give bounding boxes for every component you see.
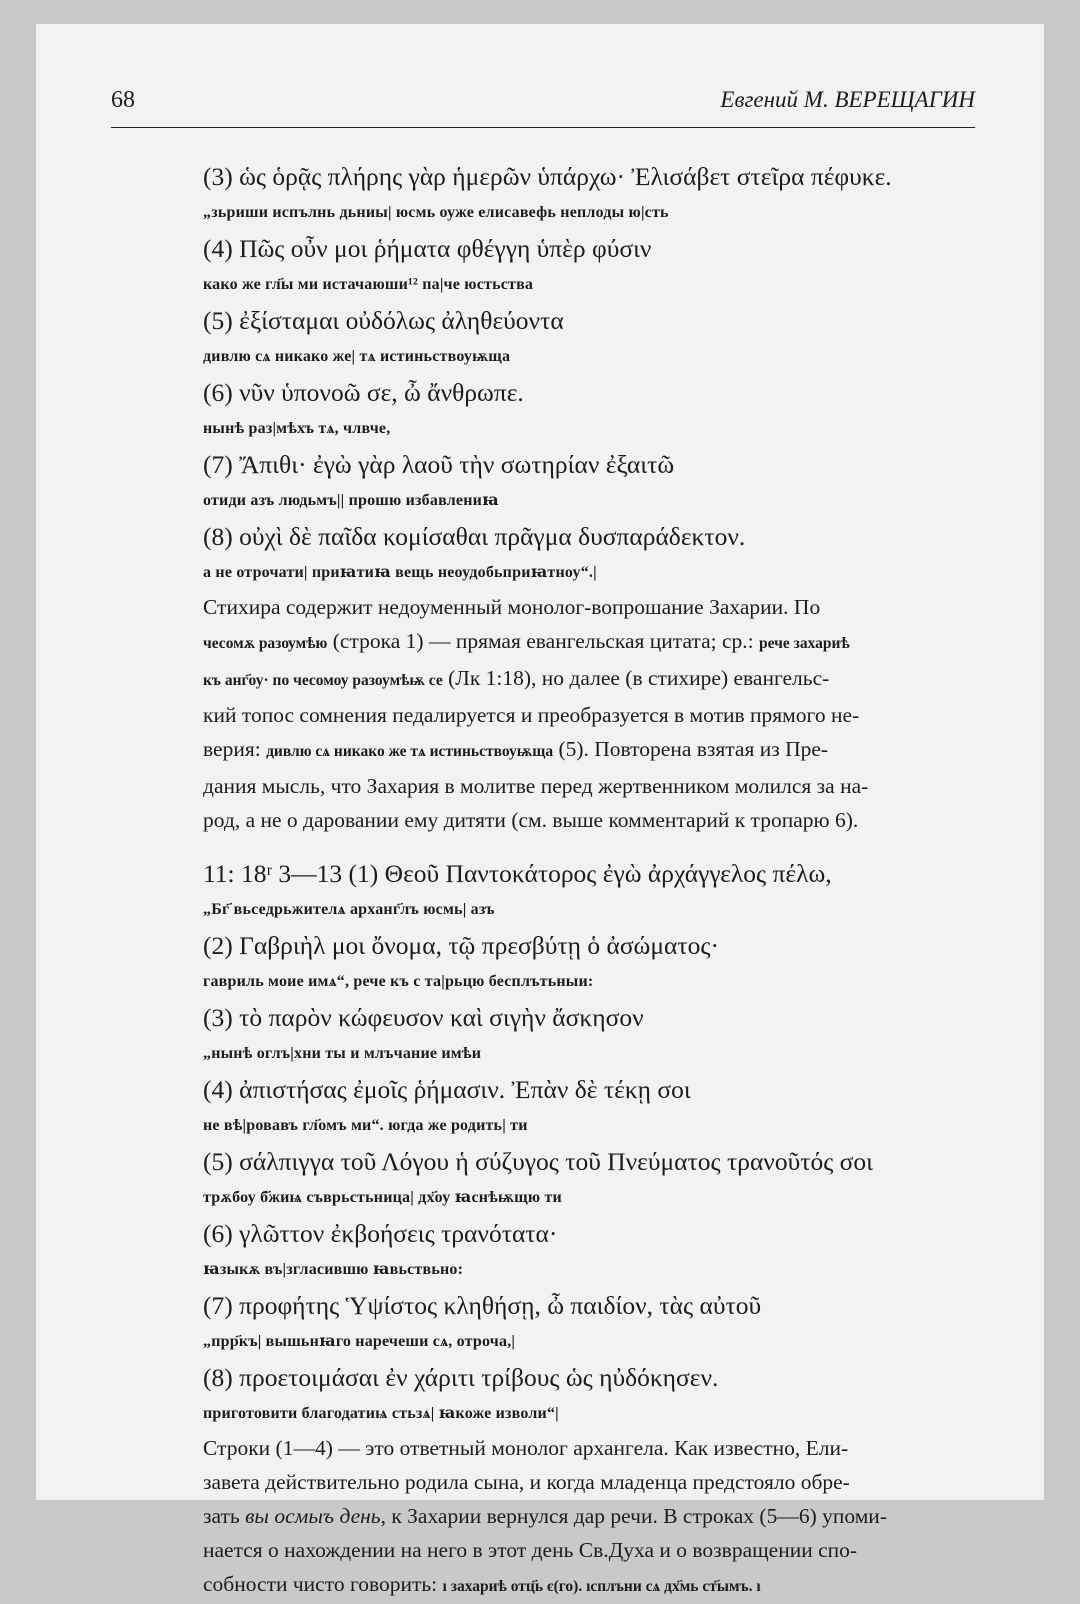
- page-header: [111, 81, 975, 128]
- slavonic-line: „Бг҃ вьседрьжителѧ арханг҃лъ юсмь| азъ: [203, 901, 495, 918]
- stichera-block-1: [203, 158, 975, 590]
- slavonic-quote: чесомѫ разѹмѣю: [203, 635, 328, 652]
- slavonic-line: а не отрочати| приꙗтиꙗ вещь неоудобьприꙗтноу“.|: [203, 564, 597, 581]
- slavonic-line: приготовити благодатиѩ стьзѧ| ꙗкоже изволи“|: [203, 1405, 559, 1422]
- slavonic-line: „прр҃къ| вышьнꙗго наречеши сѧ, отроча,|: [203, 1333, 516, 1350]
- para2-text: нается о нахождении на него в этот день Св.Духа и о возвращении спо-: [203, 1538, 858, 1562]
- slavonic-line: дивлю сѧ никако же| тѧ истиньствоуѭща: [203, 348, 511, 365]
- para1-text: верия:: [203, 737, 261, 761]
- greek-line: (6) γλῶττον ἐκβοήσεις τρανότατα·: [203, 1219, 558, 1248]
- slavonic-line: не вѣ|ровавъ гл҃омъ ми“. югда же родить| ти: [203, 1117, 528, 1134]
- commentary-paragraph-1: [203, 590, 975, 837]
- page-body: [203, 158, 975, 1604]
- para2-text: Строки (1—4) — это ответный монолог архангела. Как известно, Ели-: [203, 1436, 849, 1460]
- greek-line: (4) Πῶς οὖν μοι ῥήματα φθέγγη ὑπὲρ φύσιν: [203, 234, 652, 263]
- para1-text: (Лк 1:18), но далее (в стихире) евангельс-: [448, 666, 830, 690]
- greek-line: (4) ἀπιστήσας ἐμοῖς ῥήμασιν. Ἐπὰν δὲ τέκῃ σοι: [203, 1075, 691, 1104]
- slavonic-line: нынѣ раз|мѣхъ тѧ, члвче,: [203, 420, 391, 437]
- slavonic-line: отиди азъ людьмъ|| прошю избавлениꙗ: [203, 492, 499, 509]
- greek-line: (6) νῦν ὑπονοῶ σε, ὦ ἄνθρωπε.: [203, 378, 524, 407]
- para1-text: (5). Повторена взятая из Пре-: [558, 737, 829, 761]
- slavonic-quote: рече захариѣ: [759, 635, 850, 652]
- slavonic-line: како же гл҃ы ми истачаюши¹² па|че юстьства: [203, 276, 534, 293]
- italic-quote: вы осмыъ день: [245, 1504, 381, 1528]
- greek-line: (3) τὸ παρὸν κώφευσον καὶ σιγὴν ἄσκησον: [203, 1003, 644, 1032]
- para2-text: зать: [203, 1504, 240, 1528]
- slavonic-quote: ı захариѣ отц҃ь є(го). ıсплъни сѧ дх҃мь ст҃ымъ. ı: [442, 1578, 761, 1595]
- greek-line: 11: 18ʳ 3—13 (1) Θεοῦ Παντοκάτορος ἐγὼ ἀρχάγγελος πέλω,: [203, 859, 832, 888]
- para1-text: дания мысль, что Захария в молитве перед жертвенником молился за на-: [203, 774, 869, 798]
- para2-text: , к Захарии вернулся дар речи. В строках (5—6) упоми-: [380, 1504, 887, 1528]
- greek-line: (5) σάλπιγγα τοῦ Λόγου ἡ σύζυγος τοῦ Πνεύματος τρανοῦτός σοι: [203, 1147, 874, 1176]
- para1-text: Стихира содержит недоуменный монолог-вопрошание Захарии. По: [203, 595, 821, 619]
- greek-line: (2) Γαβριὴλ μοι ὄνομα, τῷ πρεσβύτῃ ὁ ἀσώματος·: [203, 931, 719, 960]
- slavonic-quote: къ анг҃оу· по чесомоу разоумѣѭ се: [203, 672, 443, 689]
- greek-line: (7) Ἄπιθι· ἐγὼ γὰρ λαοῦ τὴν σωτηρίαν ἐξαιτῶ: [203, 450, 675, 479]
- greek-line: (5) ἐξίσταμαι οὐδόλως ἀληθεύοντα: [203, 306, 564, 335]
- running-title: Евгений М. ВЕРЕЩАГИН: [720, 87, 975, 112]
- slavonic-quote: дивлю сѧ никако же тѧ истиньствоуѭща: [266, 743, 554, 760]
- greek-line: (3) ὡς ὁρᾷς πλήρης γὰρ ἡμερῶν ὑπάρχω· Ἐλισάβετ στεῖρα πέφυκε.: [203, 162, 892, 191]
- page-number: 68: [111, 87, 135, 113]
- slavonic-line: трѫбоу б҃жиѩ съврьстьница| дх҃оу ꙗснѣѭщю ти: [203, 1189, 562, 1206]
- para2-text: завета действительно родила сына, и когда младенца предстояло обре-: [203, 1470, 850, 1494]
- para1-text: кий топос сомнения педалируется и преобразуется в мотив прямого не-: [203, 703, 860, 727]
- stichera-block-2: [203, 855, 975, 1431]
- slavonic-line: „зьриши испълнь дьниы| юсмь оуже елисавефь неплоды ю|сть: [203, 204, 669, 221]
- greek-line: (8) προετοιμάσαι ἐν χάριτι τρίβους ὡς ηὐδόκησεν.: [203, 1363, 719, 1392]
- para2-text: собности чисто говорить:: [203, 1572, 438, 1596]
- para1-text: род, а не о даровании ему дитяти (см. выше комментарий к тропарю 6).: [203, 808, 859, 832]
- slavonic-line: ꙗзыкѫ въ|згласившю ꙗвьствьно:: [203, 1261, 464, 1278]
- para1-text: (строка 1) — прямая евангельская цитата; ср.:: [332, 629, 754, 653]
- greek-line: (7) προφήτης Ὑψίστος κληθήσῃ, ὦ παιδίον, τὰς αὐτοῦ: [203, 1291, 762, 1320]
- greek-line: (8) οὐχὶ δὲ παῖδα κομίσαθαι πρᾶγμα δυσπαράδεκτον.: [203, 522, 746, 551]
- commentary-paragraph-2: [203, 1431, 975, 1604]
- slavonic-line: „нынѣ оглъ|хни ты и млъчание имѣи: [203, 1045, 482, 1062]
- slavonic-line: гавриль моие имѧ“, рече къ с та|рьцю бесплътьныи:: [203, 973, 594, 990]
